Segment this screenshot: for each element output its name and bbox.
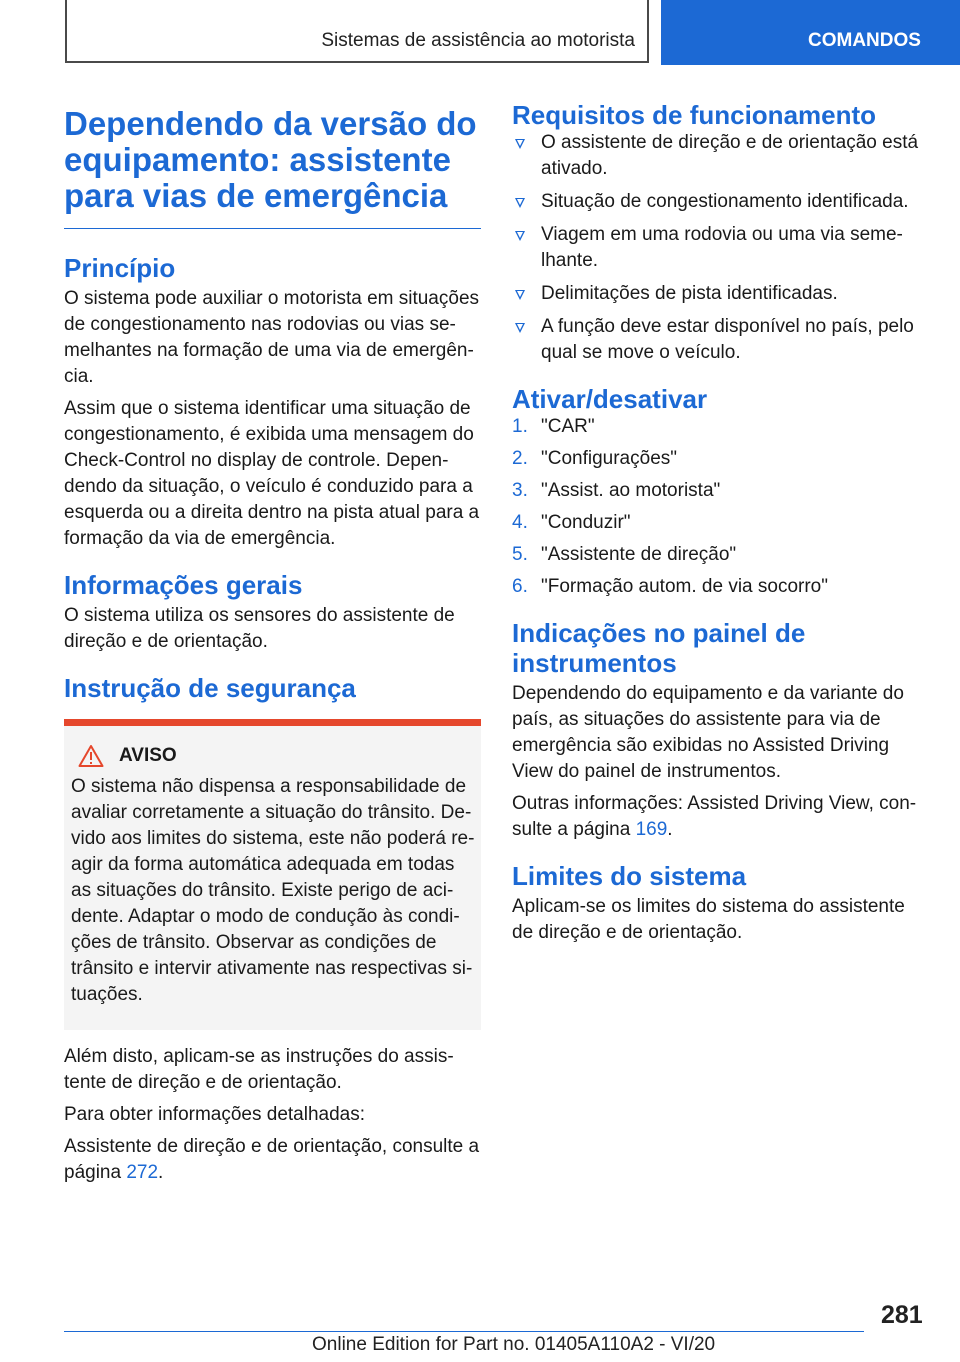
right-column — [512, 100, 922, 952]
page-title: Dependendo da versão do equipamento: assistente para vias de emergência — [64, 106, 481, 229]
step-item — [512, 510, 922, 536]
bullet-triangle-icon — [515, 231, 525, 241]
after-paragraph-1: Além disto, aplicam-se as instruções do assistente de direção e de orientação. — [64, 1046, 454, 1093]
step-number: 1. — [512, 416, 528, 437]
step-text: "Configurações" — [541, 448, 678, 469]
activate-steps-list — [512, 414, 922, 600]
step-item — [512, 574, 922, 600]
step-number: 4. — [512, 512, 528, 533]
requirement-item — [512, 189, 922, 215]
step-number: 2. — [512, 448, 528, 469]
after-paragraph-3 — [64, 1134, 481, 1186]
requirement-text: Delimitações de pista identificadas. — [541, 283, 838, 304]
section-title-box — [65, 0, 649, 63]
display-paragraph-1: Dependendo do equipamento e da variante do país, as situações do assistente para via de emergência são exibidas no Assisted Driving View do painel de instrumentos. — [512, 683, 904, 782]
warning-text: O sistema não dispensa a responsabilidade de avaliar corretamente a situação do trânsito. Devido aos limites do sistema, este não poderá reagir da forma automática adequada em todas as situações do trânsito. Existe perigo de acidente. Adaptar o modo de condução às condições de trânsito. Observar as condições de trânsito e intervir ativamente nas respectivas situações. — [71, 776, 475, 1005]
page-header — [0, 0, 960, 64]
general-info-heading: Informações gerais — [64, 570, 303, 600]
display-paragraph-2-end: . — [667, 819, 673, 840]
requirement-text: A função deve estar disponível no país, pelo qual se move o veículo. — [541, 316, 914, 363]
bullet-triangle-icon — [515, 139, 525, 149]
principle-paragraph-1: O sistema pode auxiliar o motorista em situações de congestionamento nas rodovias ou vias semelhantes na formação de uma via de emergência. — [64, 288, 480, 387]
footer-edition: Online Edition for Part no. 01405A110A2 - VI/20 — [312, 1334, 716, 1355]
bullet-triangle-icon — [515, 323, 525, 333]
requirement-item — [512, 222, 922, 274]
page-link-169[interactable]: 169 — [635, 819, 668, 840]
step-number: 6. — [512, 576, 528, 597]
step-text: "Assist. ao motorista" — [541, 480, 721, 501]
after-paragraph-3-end: . — [158, 1162, 164, 1183]
display-paragraph-2 — [512, 791, 922, 843]
limits-heading: Limites do sistema — [512, 861, 747, 891]
display-heading: Indicações no painel de instrumentos — [512, 618, 806, 678]
warning-title-row — [71, 744, 475, 768]
page-number: 281 — [881, 1301, 923, 1329]
step-text: "Formação autom. de via socorro" — [541, 576, 828, 597]
requirement-text: Situação de congestionamento identificada. — [541, 191, 909, 212]
bullet-triangle-icon — [515, 290, 525, 300]
after-paragraph-3-text: Assistente de direção e de orientação, consulte a página — [64, 1136, 480, 1183]
principle-paragraph-2: Assim que o sistema identificar uma situação de congestionamento, é exibida uma mensagem do Check-Control no display de controle. Dependendo da situação, o veículo é conduzido para a esquerda ou a direita dentro na pista atual para a formação da via de emergência. — [64, 398, 480, 549]
step-text: "Assistente de direção" — [541, 544, 737, 565]
requirement-item — [512, 281, 922, 307]
step-number: 3. — [512, 480, 528, 501]
left-column — [64, 100, 481, 1192]
requirements-heading: Requisitos de funcionamento — [512, 100, 877, 130]
after-paragraph-2: Para obter informações detalhadas: — [64, 1104, 366, 1125]
step-number: 5. — [512, 544, 528, 565]
safety-heading: Instrução de segurança — [64, 673, 356, 703]
page-link-272[interactable]: 272 — [126, 1162, 159, 1183]
footer-divider — [64, 1331, 864, 1332]
warning-box — [64, 719, 481, 1030]
step-item — [512, 446, 922, 472]
limits-paragraph: Aplicam-se os limites do sistema do assistente de direção e de orientação. — [512, 896, 905, 943]
principle-heading: Princípio — [64, 253, 176, 283]
chapter-tab[interactable]: COMANDOS — [661, 0, 960, 65]
step-item — [512, 542, 922, 568]
step-item — [512, 478, 922, 504]
requirement-item — [512, 130, 922, 182]
general-info-paragraph: O sistema utiliza os sensores do assistente de direção e de orientação. — [64, 605, 455, 652]
requirements-list — [512, 130, 922, 366]
step-text: "CAR" — [541, 416, 595, 437]
warning-triangle-icon — [78, 744, 104, 768]
step-text: "Conduzir" — [541, 512, 631, 533]
requirement-item — [512, 314, 922, 366]
activate-heading: Ativar/desativar — [512, 384, 708, 414]
warning-label: AVISO — [119, 745, 177, 766]
requirement-text: Viagem em uma rodovia ou uma via semelhante. — [541, 224, 903, 271]
requirement-text: O assistente de direção e de orientação está ativado. — [541, 132, 919, 179]
bullet-triangle-icon — [515, 198, 525, 208]
step-item — [512, 414, 922, 440]
section-title: Sistemas de assistência ao motorista — [321, 30, 635, 51]
display-paragraph-2-text: Outras informações: Assisted Driving View, consulte a página — [512, 793, 917, 840]
